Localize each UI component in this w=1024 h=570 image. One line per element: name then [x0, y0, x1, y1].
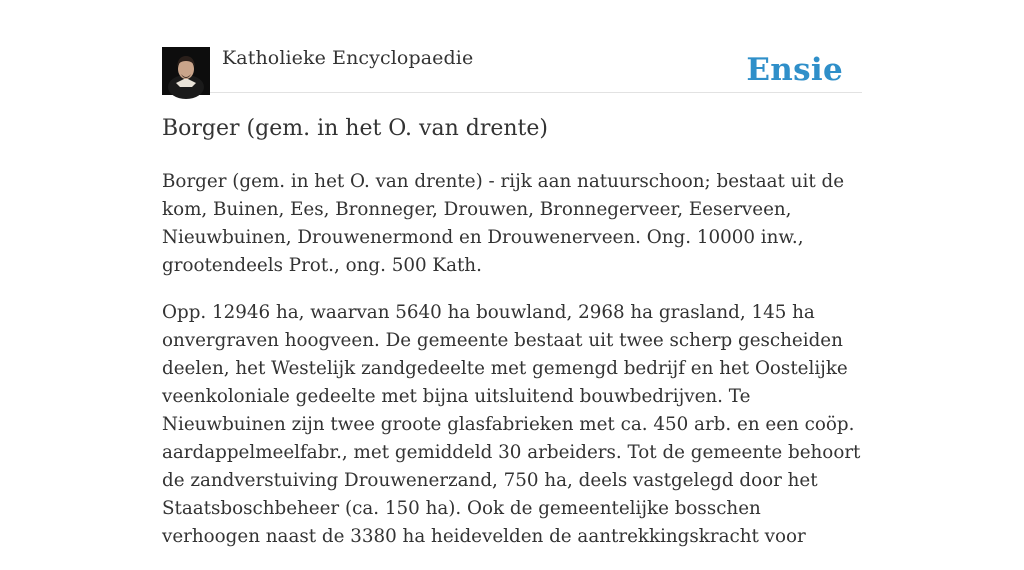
site-header — [162, 46, 862, 93]
article-body — [162, 168, 862, 570]
article-paragraph: Opp. 12946 ha, waarvan 5640 ha bouwland, 2968 ha grasland, 145 ha onvergraven hoogveen. De gemeente bestaat uit twee scherp gescheiden deelen, het Westelijk zandgedeelte met gemengd bedrijf en het Oostelijke veenkoloniale gedeelte met bijna uitsluitend bouwbedrijven. Te Nieuwbuinen zijn twee groote glasfabrieken met ca. 450 arb. en een coöp. aardappelmeelfabr., met gemiddeld 30 arbeiders. Tot de gemeente behoort de zandverstuiving Drouwenerzand, 750 ha, deels vastgelegd door het Staatsboschbeheer (ca. 150 ha). Ook de gemeentelijke bosschen verhoogen naast de 3380 ha heidevelden de aantrekkingskracht voor — [162, 302, 861, 547]
site-name[interactable]: Katholieke Encyclopaedie — [222, 47, 474, 69]
portrait-avatar-icon[interactable] — [162, 47, 210, 95]
brand-logo[interactable]: Ensie — [746, 52, 843, 88]
article-paragraph: Borger (gem. in het O. van drente) - rijk aan natuurschoon; bestaat uit de kom, Buinen, Ees, Bronneger, Drouwen, Bronnegerveer, Eeserveen, Nieuwbuinen, Drouwenermond en Drouwenerveen. Ong. 10000 inw., grootendeels Prot., ong. 500 Kath. — [162, 171, 845, 276]
page-title: Borger (gem. in het O. van drente) — [162, 116, 548, 141]
